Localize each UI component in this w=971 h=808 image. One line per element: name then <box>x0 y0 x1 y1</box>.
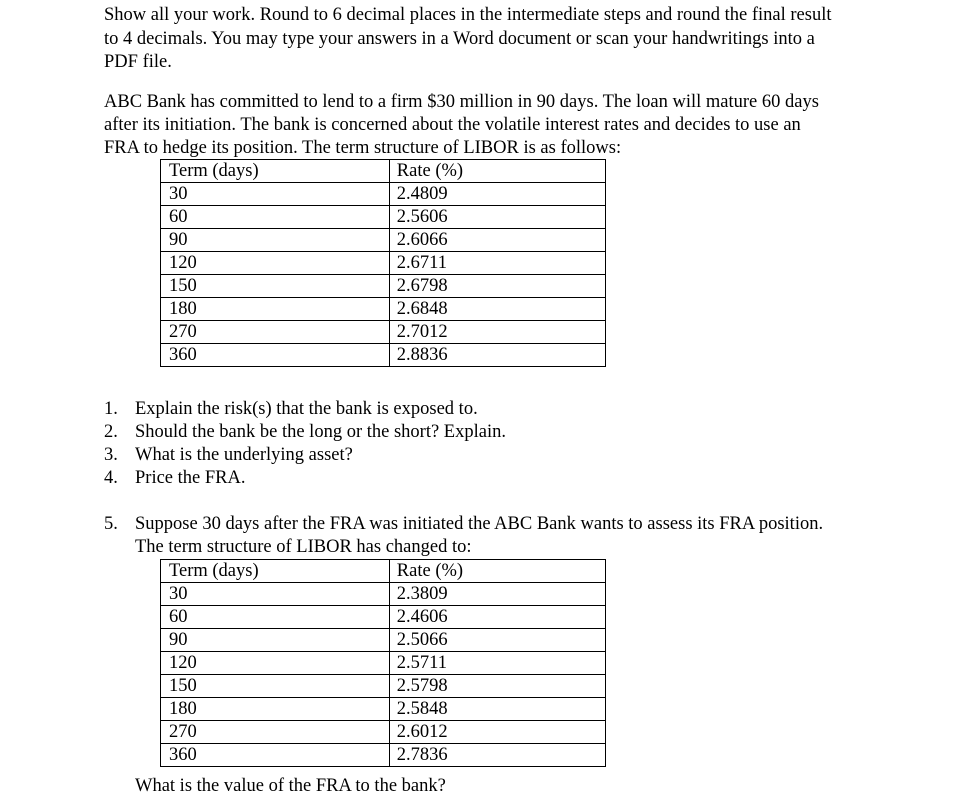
question-list <box>104 398 506 490</box>
question-text: Suppose 30 days after the FRA was initiated the ABC Bank wants to assess its FRA position. <box>135 514 824 534</box>
question-number: 1. <box>104 399 118 419</box>
question-text: What is the underlying asset? <box>135 445 353 465</box>
rate-cell: 2.5066 <box>389 629 605 652</box>
rate-cell: 2.6012 <box>389 721 605 744</box>
question-number: 5. <box>104 514 118 534</box>
table-row <box>161 698 606 721</box>
table-header-rate: Rate (%) <box>389 160 605 183</box>
term-cell: 120 <box>161 252 390 275</box>
problem-line-1: ABC Bank has committed to lend to a firm $30 million in 90 days. The loan will mature 60 days <box>104 92 819 112</box>
table-row <box>161 183 606 206</box>
rate-cell: 2.5798 <box>389 675 605 698</box>
rate-cell: 2.5848 <box>389 698 605 721</box>
table-row <box>161 298 606 321</box>
rate-cell: 2.7012 <box>389 321 605 344</box>
question-text: Explain the risk(s) that the bank is exposed to. <box>135 399 478 419</box>
question-number: 4. <box>104 468 118 488</box>
table-row <box>161 606 606 629</box>
table-row <box>161 275 606 298</box>
rate-cell: 2.4606 <box>389 606 605 629</box>
instructions-line-3: PDF file. <box>104 52 172 72</box>
question-5-line-2: The term structure of LIBOR has changed to: <box>135 537 472 557</box>
question-5 <box>104 513 823 536</box>
rate-cell: 2.6711 <box>389 252 605 275</box>
rate-cell: 2.8836 <box>389 344 605 367</box>
rate-cell: 2.6066 <box>389 229 605 252</box>
question-text: Price the FRA. <box>135 468 246 488</box>
term-cell: 180 <box>161 298 390 321</box>
table-row <box>161 721 606 744</box>
instructions-line-1: Show all your work. Round to 6 decimal places in the intermediate steps and round the final result <box>104 5 832 25</box>
table-row <box>161 652 606 675</box>
table-row <box>161 744 606 767</box>
rate-cell: 2.5606 <box>389 206 605 229</box>
term-cell: 120 <box>161 652 390 675</box>
table-row <box>161 344 606 367</box>
list-item <box>104 467 506 490</box>
term-cell: 150 <box>161 675 390 698</box>
term-cell: 270 <box>161 321 390 344</box>
table-header-row <box>161 560 606 583</box>
table-header-term: Term (days) <box>161 560 390 583</box>
list-item <box>104 513 823 536</box>
libor-table-updated <box>160 559 606 767</box>
table-header-row <box>161 160 606 183</box>
rate-cell: 2.4809 <box>389 183 605 206</box>
table-row <box>161 252 606 275</box>
table-row <box>161 675 606 698</box>
term-cell: 90 <box>161 229 390 252</box>
rate-cell: 2.5711 <box>389 652 605 675</box>
question-text: Should the bank be the long or the short? Explain. <box>135 422 506 442</box>
term-cell: 90 <box>161 629 390 652</box>
table-row <box>161 583 606 606</box>
list-item <box>104 421 506 444</box>
table-row <box>161 229 606 252</box>
rate-cell: 2.7836 <box>389 744 605 767</box>
question-number: 3. <box>104 445 118 465</box>
term-cell: 180 <box>161 698 390 721</box>
term-cell: 360 <box>161 744 390 767</box>
term-cell: 30 <box>161 583 390 606</box>
libor-table-initial <box>160 159 606 367</box>
problem-line-2: after its initiation. The bank is concerned about the volatile interest rates and decides to use an <box>104 115 801 135</box>
term-cell: 150 <box>161 275 390 298</box>
table-row <box>161 629 606 652</box>
table-row <box>161 321 606 344</box>
term-cell: 60 <box>161 206 390 229</box>
list-item <box>104 444 506 467</box>
list-item <box>104 398 506 421</box>
term-cell: 60 <box>161 606 390 629</box>
term-cell: 270 <box>161 721 390 744</box>
term-cell: 360 <box>161 344 390 367</box>
table-header-term: Term (days) <box>161 160 390 183</box>
table-header-rate: Rate (%) <box>389 560 605 583</box>
question-number: 2. <box>104 422 118 442</box>
instructions-line-2: to 4 decimals. You may type your answers in a Word document or scan your handwritings into a <box>104 29 815 49</box>
table-row <box>161 206 606 229</box>
question-5-closing: What is the value of the FRA to the bank? <box>135 776 446 796</box>
rate-cell: 2.6798 <box>389 275 605 298</box>
rate-cell: 2.6848 <box>389 298 605 321</box>
term-cell: 30 <box>161 183 390 206</box>
rate-cell: 2.3809 <box>389 583 605 606</box>
problem-line-3: FRA to hedge its position. The term structure of LIBOR is as follows: <box>104 138 622 158</box>
